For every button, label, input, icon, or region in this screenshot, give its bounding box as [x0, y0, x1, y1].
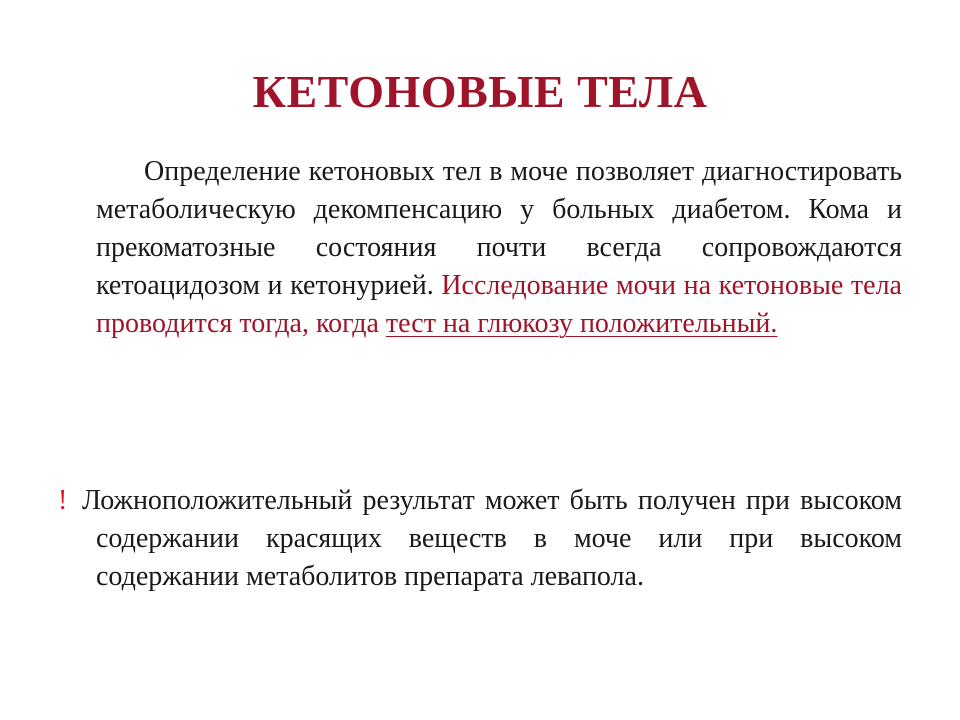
highlight-lead-text: Исследование мочи на кетоновые тела проводится тогда, когда [96, 270, 902, 339]
exclamation-marker-icon: ! [58, 485, 68, 516]
paragraph-ketone-definition-text: Определение кетоновых тел в моче позволяет диагностировать метаболическую декомпенсацию у больных диабетом. Кома и прекоматозные состояния почти всегда сопровождаются кетоацидозом и кетонурией. [96, 156, 902, 301]
underlined-glucose-test-text: тест на глюкозу положительный. [385, 308, 778, 339]
paragraph-ketone-definition [96, 153, 902, 343]
paragraph-false-positive-text: Ложноположительный результат может быть получен при высоком содержании красящих веществ в моче или при высоком содержании метаболитов препарата левапола. [82, 485, 902, 592]
slide-title: КЕТОНОВЫЕ ТЕЛА [252, 66, 708, 117]
paragraph-false-positive [58, 482, 902, 596]
